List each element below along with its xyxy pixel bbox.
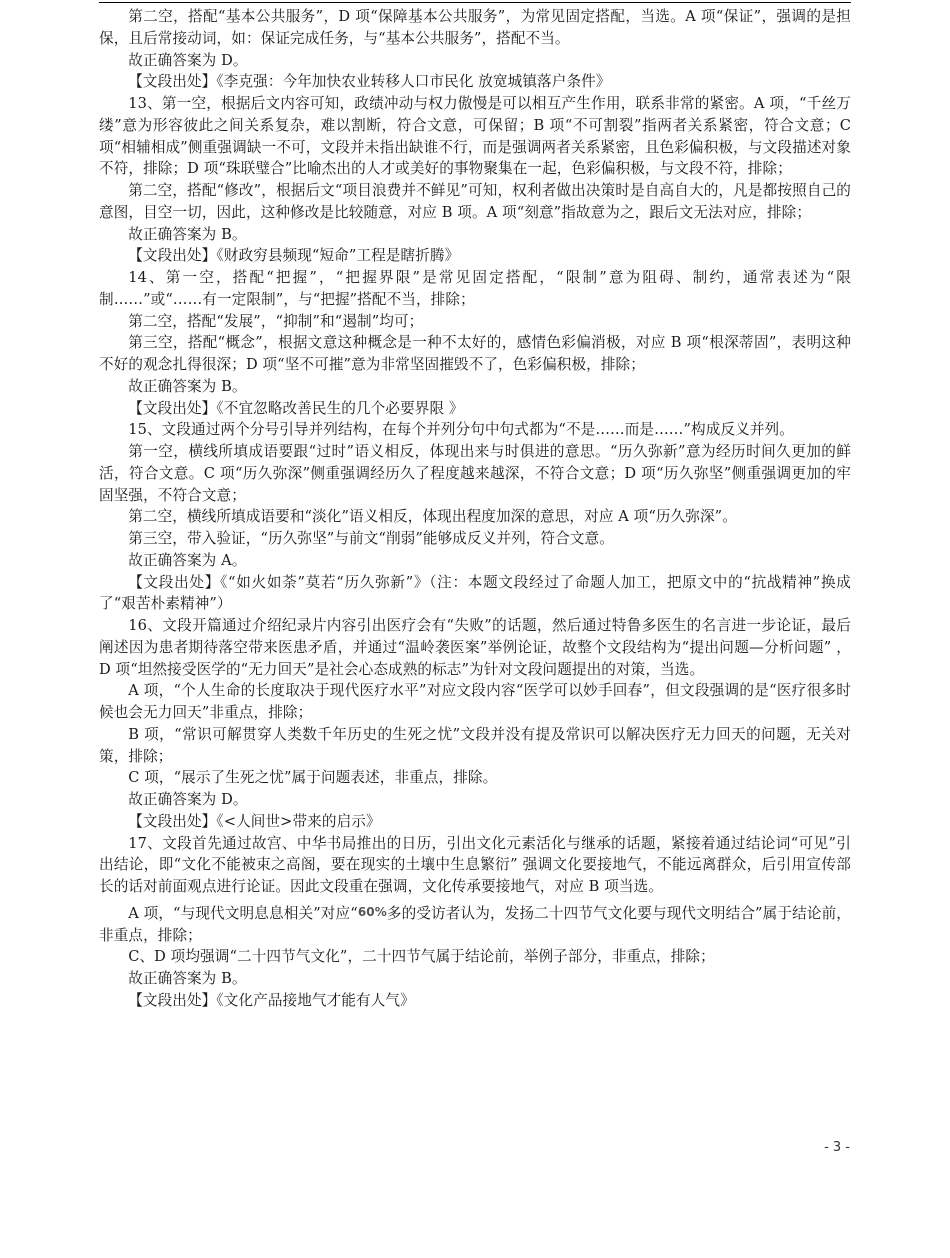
paragraph-answer: 故正确答案为 B。	[128, 970, 247, 987]
header-rule	[99, 2, 851, 3]
paragraph-option-a	[99, 902, 851, 947]
paragraph: 第二空，搭配“基本公共服务”，D 项“保障基本公共服务”，为常见固定搭配，当选。A 项“保证”，强调的是担保，且后常接动词，如：保证完成任务，与“基本公共服务”，搭配不当。	[99, 8, 851, 47]
paragraph: C、D 项均强调“二十四节气文化”，二十四节气属于结论前，举例子部分，非重点，排除；	[128, 948, 715, 966]
paragraph-answer: 故正确答案为 D。	[128, 51, 248, 69]
paragraph: B 项，“常识可解贯穿人类数千年历史的生死之忧”文段并没有提及常识可以解决医疗无力回天的问题，无关对策，排除；	[99, 725, 851, 765]
paragraph-answer: 故正确答案为 B。	[128, 225, 247, 243]
paragraph-source: 【文段出处】《<人间世>带来的启示》	[128, 812, 381, 830]
paragraph: 第三空，带入验证，“历久弥坚”与前文“削弱”能够成反义并列，符合文意。	[128, 530, 614, 547]
paragraph-q16: 16、文段开篇通过介绍纪录片内容引出医疗会有“失败”的话题，然后通过特鲁多医生的名言进一步论证，最后阐述因为患者期待落空带来医患矛盾，并通过“温岭袭医案”举例论证，故整个文段结构为“提出问题—分析问题” ，D 项“坦然接受医学的“无力回天”是社会心态成熟的标志”为针对文段问题提出的对策，当选。	[99, 617, 851, 678]
paragraph: 第三空，搭配“概念”，根据文意这种概念是一种不太好的，感情色彩偏消极，对应 B 项“根深蒂固”，表明这种不好的观念扎得很深；D 项“坚不可摧”意为非常坚固摧毁不了，色彩偏积极，排除；	[99, 334, 851, 373]
page-content	[99, 6, 851, 1012]
paragraph-source: 【文段出处】《文化产品接地气才能有人气》	[128, 991, 415, 1009]
paragraph: 第二空，横线所填成语要和“淡化”语义相反，体现出程度加深的意思，对应 A 项“历久弥深”。	[128, 508, 737, 526]
paragraph: C 项，“展示了生死之忧”属于问题表述，非重点，排除。	[128, 769, 498, 787]
paragraph-answer: 故正确答案为 B。	[128, 377, 247, 395]
paragraph: 第一空，横线所填成语要跟“过时”语义相反，体现出来与时俱进的意思。“历久弥新”意为经历时间久更加的鲜活，符合文意。C 项“历久弥深”侧重强调经历久了程度越来越深，不符合文意；D 项“历久弥坚”侧重强调更加的牢固坚强，不符合文意；	[99, 443, 851, 504]
paragraph-q17: 17、文段首先通过故宫、中华书局推出的日历，引出文化元素活化与继承的话题，紧接着通过结论词“可见”引出结论，即“文化不能被束之高阁，要在现实的土壤中生息繁衍” 强调文化要接地气，不能远离群众，后引用宣传部长的话对前面观点进行论证。因此文段重在强调，文化传承要接地气，对应 B 项当选。	[99, 834, 851, 895]
paragraph-q15: 15、文段通过两个分号引导并列结构，在每个并列分句中句式都为“不是……而是……”构成反义并列。	[128, 421, 794, 439]
page-number: - 3 -	[824, 1140, 850, 1155]
paragraph-q13: 13、第一空，根据后文内容可知，政绩冲动与权力傲慢是可以相互产生作用，联系非常的紧密。A 项，“千丝万缕”意为形容彼此之间关系复杂，难以割断，符合文意，可保留；B 项“不可割裂”指两者关系紧密，符合文意；C 项“相辅相成”侧重强调缺一不可，文段并未指出缺谁不行，而是强调两者关系紧密，且色彩偏积极，与文段描述对象不符，排除；D 项“珠联璧合”比喻杰出的人才或美好的事物聚集在一起，色彩偏积极，与文段不符，排除；	[99, 95, 851, 178]
paragraph-answer: 故正确答案为 A。	[128, 551, 247, 569]
option-a-text-start: A 项，“与现代文明息息相关”对应“	[128, 904, 358, 922]
paragraph-source: 【文段出处】《“如火如荼”莫若“历久弥新”》（注：本题文段经过了命题人加工，把原文中的“抗战精神”换成了“艰苦朴素精神”）	[99, 573, 851, 613]
percent-figure: 60%	[357, 904, 387, 919]
paragraph: A 项，“个人生命的长度取决于现代医疗水平”对应文段内容“医学可以妙手回春”，但文段强调的是“医疗很多时候也会无力回天”非重点，排除；	[99, 682, 851, 721]
paragraph-q14: 14、第一空，搭配“把握”，“把握界限”是常见固定搭配，“限制”意为阻碍、制约，通常表述为“限制……”或“……有一定限制”，与“把握”搭配不当，排除；	[99, 269, 851, 308]
paragraph-source: 【文段出处】《不宜忽略改善民生的几个必要界限 》	[128, 399, 464, 417]
paragraph: 第二空，搭配“发展”，“抑制”和“遏制”均可；	[128, 312, 424, 330]
paragraph-source: 【文段出处】《李克强：今年加快农业转移人口市民化 放宽城镇落户条件》	[128, 73, 611, 91]
option-a-text-end: 多的受访者认为，发扬二十四节气文化要与现代文明结合”属于结论前，非重点，排除；	[99, 904, 851, 944]
paragraph-answer: 故正确答案为 D。	[128, 791, 248, 808]
paragraph: 第二空，搭配“修改”，根据后文“项目浪费并不鲜见”可知，权利者做出决策时是自高自大的，凡是都按照自己的意图，目空一切，因此，这种修改是比较随意，对应 B 项。A 项“刻意”指故意为之，跟后文无法对应，排除；	[99, 182, 851, 221]
paragraph-source: 【文段出处】《财政穷县频现“短命”工程是瞎折腾》	[128, 247, 460, 265]
